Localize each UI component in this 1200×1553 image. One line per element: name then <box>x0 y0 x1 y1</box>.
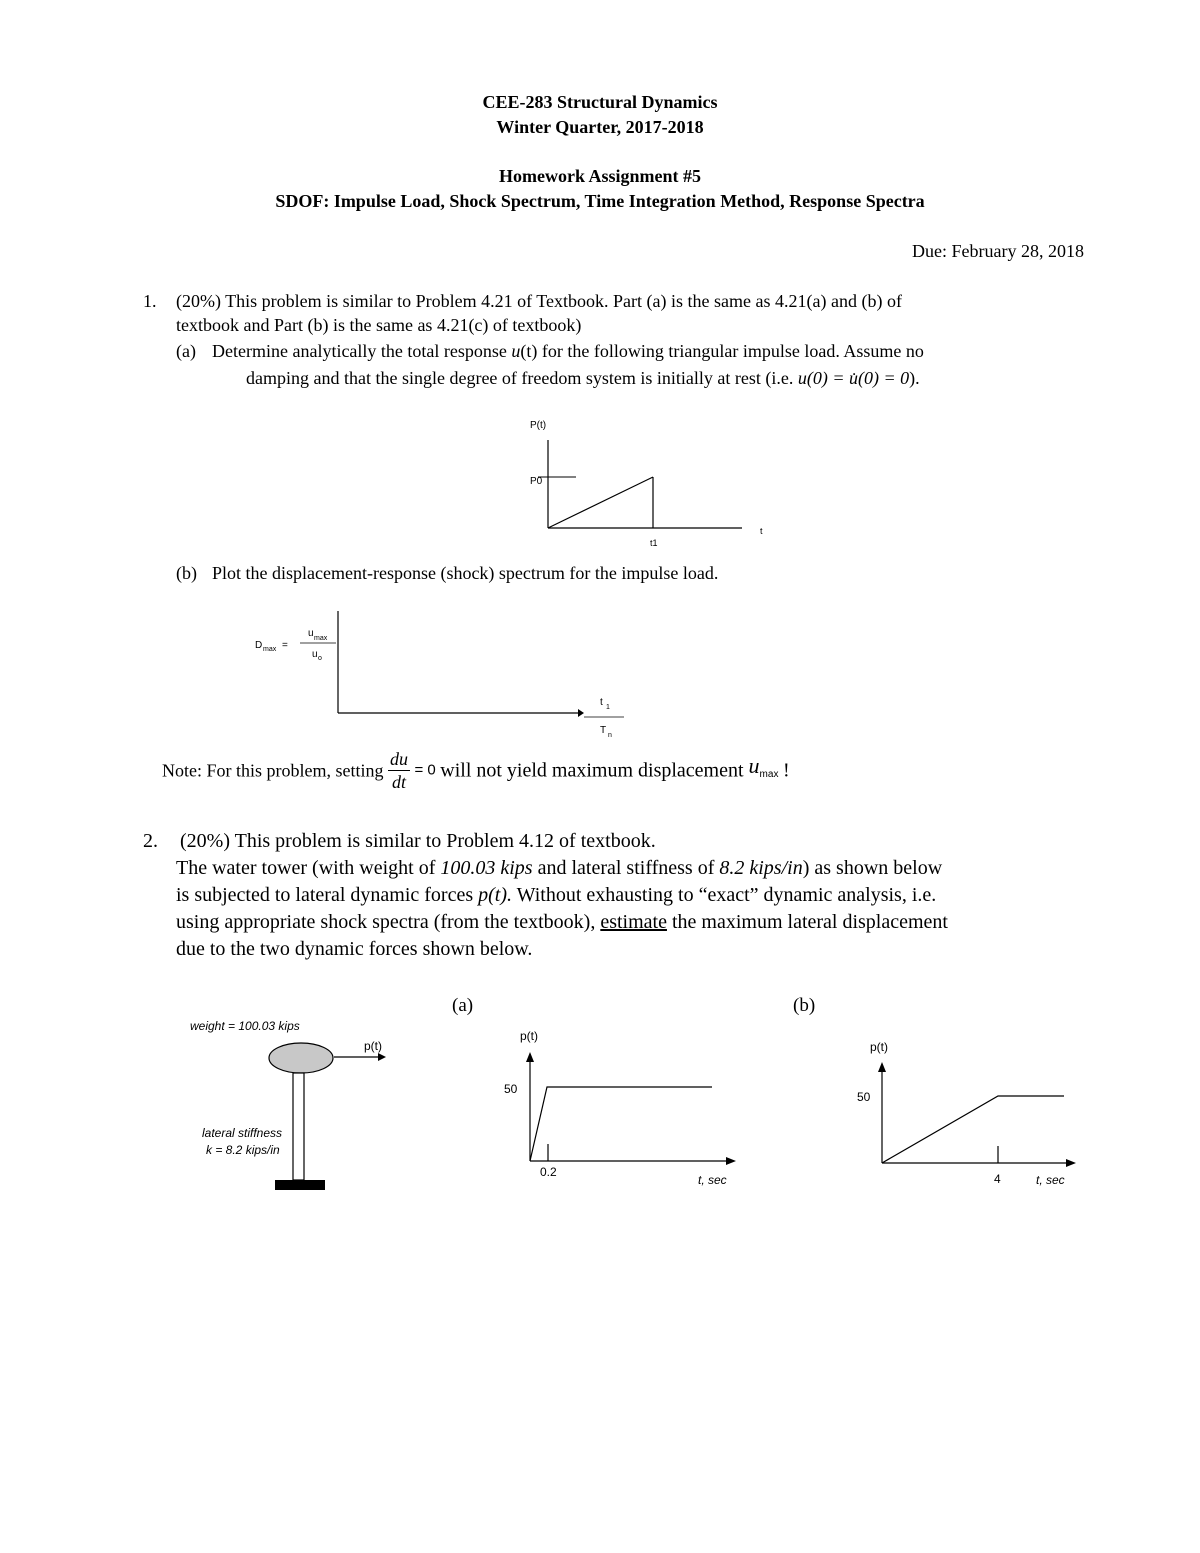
fig-a-label: (a) <box>452 995 474 1016</box>
force-a-figure <box>490 1020 750 1195</box>
force-arrow-icon <box>378 1053 386 1061</box>
triangle-xlabel: t <box>760 526 763 536</box>
problem1-line2: textbook and Part (b) is the same as 4.21(c) of textbook) <box>176 315 582 335</box>
force-a-curve <box>530 1087 712 1161</box>
force-a-ylabel: p(t) <box>520 1029 538 1043</box>
problem2-number: 2. <box>143 830 158 852</box>
force-a-xlabel: t, sec <box>698 1173 727 1187</box>
force-b-curve <box>882 1096 1064 1163</box>
tower-stiffness-label: lateral stiffness <box>202 1126 283 1140</box>
triangle-peak-label: P0 <box>530 476 543 487</box>
part-a-label: (a) <box>176 341 196 361</box>
tower-stiffness-value: k = 8.2 kips/in <box>206 1143 280 1157</box>
triangle-t1-label: t1 <box>650 538 658 548</box>
force-b-level: 50 <box>857 1090 871 1104</box>
force-a-tick-label: 0.2 <box>540 1165 557 1179</box>
spectrum-den-sub: o <box>318 655 322 662</box>
spectrum-x-arrow-icon <box>578 709 584 717</box>
spectrum-d-sub: max <box>263 646 277 653</box>
triangle-ylabel: P(t) <box>530 420 547 431</box>
fig-b-label: (b) <box>793 995 816 1016</box>
spectrum-num-sub: max <box>314 635 328 642</box>
force-a-x-arrow-icon <box>726 1157 736 1165</box>
spectrum-d-label: D <box>255 640 263 651</box>
spectrum-eq: = <box>282 640 288 651</box>
tower-weight-label: weight = 100.03 kips <box>190 1019 300 1033</box>
force-b-y-arrow-icon <box>878 1062 886 1072</box>
triangle-ramp <box>548 477 653 528</box>
problem2-line3: is subjected to lateral dynamic forces p(t). Without exhausting to “exact” dynamic analysis, i.e. <box>176 884 937 906</box>
part-b-text: Plot the displacement-response (shock) spectrum for the impulse load. <box>212 563 719 583</box>
problem1-number: 1. <box>143 291 157 311</box>
problem1-line1: (20%) This problem is similar to Problem 4.21 of Textbook. Part (a) is the same as 4.21(a) and (b) of <box>176 291 902 311</box>
force-b-x-arrow-icon <box>1066 1159 1076 1167</box>
force-b-xlabel: t, sec <box>1036 1173 1065 1187</box>
spectrum-xnum: t <box>600 697 603 708</box>
tower-base <box>275 1180 325 1190</box>
problem2-line2: The water tower (with weight of 100.03 kips and lateral stiffness of 8.2 kips/in) as shown below <box>176 857 943 879</box>
tower-tank <box>269 1043 333 1073</box>
du-dt-fraction: $\frac{du}{dt}$ <box>389 749 408 792</box>
spectrum-num: u <box>308 628 314 639</box>
spectrum-xden-sub: n <box>608 732 612 739</box>
force-b-figure <box>845 1030 1085 1195</box>
force-a-y-arrow-icon <box>526 1052 534 1062</box>
assignment-title: Homework Assignment #5 <box>499 166 701 186</box>
force-b-tick-label: 4 <box>994 1172 1001 1186</box>
force-a-level: 50 <box>504 1082 518 1096</box>
due-date: Due: February 28, 2018 <box>912 241 1084 261</box>
part-a-line2: damping and that the single degree of freedom system is initially at rest (i.e. u(0) = u̇(0) = 0). <box>246 368 920 388</box>
shock-spectrum-figure <box>250 605 640 745</box>
force-b-ylabel: p(t) <box>870 1040 888 1054</box>
tower-force-label: p(t) <box>364 1039 382 1053</box>
spectrum-den: u <box>312 649 318 660</box>
topics-title: SDOF: Impulse Load, Shock Spectrum, Time Integration Method, Response Spectra <box>275 191 925 211</box>
triangular-load-figure <box>500 410 800 560</box>
spectrum-xnum-sub: 1 <box>606 704 610 711</box>
part-b-label: (b) <box>176 563 197 583</box>
course-title: CEE-283 Structural Dynamics <box>482 92 718 112</box>
part-a-line1: Determine analytically the total response u(t) for the following triangular impulse load. Assume no <box>212 341 924 361</box>
problem2-line4: using appropriate shock spectra (from the textbook), estimate the maximum lateral displacement <box>176 911 948 933</box>
problem2-line1: (20%) This problem is similar to Problem 4.12 of textbook. <box>180 830 656 852</box>
tower-column <box>293 1073 304 1180</box>
water-tower-figure <box>180 1010 410 1195</box>
note-line: Note: For this problem, setting $\frac{du}{dt}$ = 0 will not yield maximum displacement $u_{max}$ ! <box>162 749 790 792</box>
problem2-line5: due to the two dynamic forces shown below. <box>176 938 533 960</box>
spectrum-xden: T <box>600 725 607 736</box>
quarter-title: Winter Quarter, 2017-2018 <box>496 117 704 137</box>
